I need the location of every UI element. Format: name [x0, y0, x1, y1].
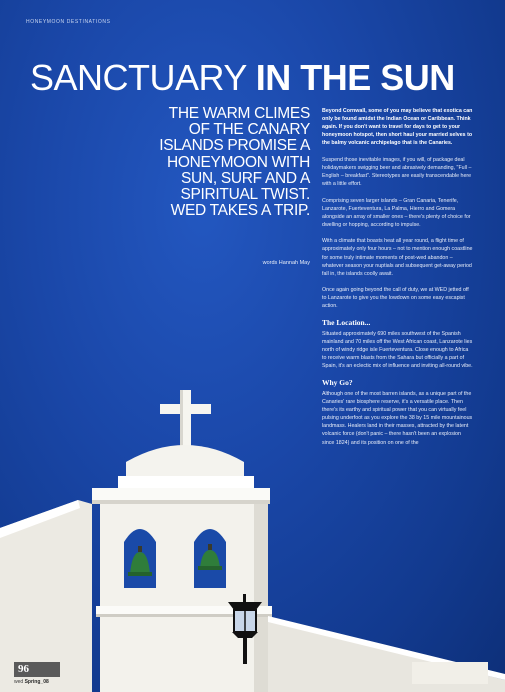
- paragraph: Situated approximately 690 miles southwest of the Spanish mainland and 70 miles off the West African coast, Lanzarote lies north of windy ridge isle Fuerteventura. Close enough to Africa to receive warm blasts from the Sahara but officially a part of Spain, it's an eclectic mix of influence and inviting all-round vibe.: [322, 331, 473, 370]
- cross-icon: [160, 390, 211, 446]
- section-kicker: HONEYMOON DESTINATIONS: [26, 19, 111, 25]
- page-number: 96: [14, 662, 60, 677]
- folio: [14, 679, 49, 685]
- paragraph: Comprising seven larger islands – Gran Canaria, Tenerife, Lanzarote, Fuerteventura, La Palma, Hierro and Gomera alongside an array of smaller ones – there's plenty of choice for dwelling or hopping, according to impulse.: [322, 197, 471, 228]
- magazine-name: wed: [14, 679, 24, 685]
- subheading-why-go: Why Go?: [322, 377, 353, 387]
- standfirst: THE WARM CLIMES OF THE CANARY ISLANDS PROMISE A HONEYMOON WITH SUN, SURF AND A SPIRITUAL TWIST. WED TAKES A TRIP.: [159, 105, 310, 220]
- paragraph: Suspend those inevitable images, if you will, of package deal holidaymakers swigging beer and abrasively demanding, "Full – English – breakfast". Stereotypes are easily transcendable here with a little effort.: [322, 156, 472, 188]
- bell-tower-photo: [0, 377, 505, 692]
- paragraph: Once again going beyond the call of duty, we at WED jetted off to Lanzarote to give you the lowdown on some easy escapist action.: [322, 287, 469, 310]
- byline: words Hannah May: [262, 260, 310, 266]
- headline-light: SANCTUARY: [30, 57, 256, 98]
- intro-paragraph: Beyond Cornwall, some of you may believe that exotica can only be found amidst the Indian Ocean or Caribbean. Think again. If you don't want to travel for days to get to your honeymoon hotspot, then short haul your married selves to the balmy volcanic archipelago that is the Canaries.: [322, 108, 473, 147]
- subheading-location: The Location...: [322, 317, 371, 327]
- issue-label: Spring_08: [24, 679, 49, 685]
- paragraph: Although one of the most barren islands, as a unique part of the Canaries' rare biosphere reserve, it's a versatile place. Then there's its earthy and spiritual power that you can virtually feel pulsing underfoot as you explore the 38 by 15 mile mountainous landmass. Healers land in their masses, attracted by the latent volcanic force (don't panic – there hasn't been an explosion since 1824) and its position on one of the: [322, 390, 473, 446]
- page-headline: [30, 56, 490, 100]
- paragraph: With a climate that boasts heat all year round, a flight time of approximately only four hours – not to mention enough coastline for some truly intimate moments of post-wed abandon – whatever season your nuptials and subsequent get-away period fall in, the islands coolly await.: [322, 238, 473, 277]
- headline-bold: IN THE SUN: [255, 57, 455, 98]
